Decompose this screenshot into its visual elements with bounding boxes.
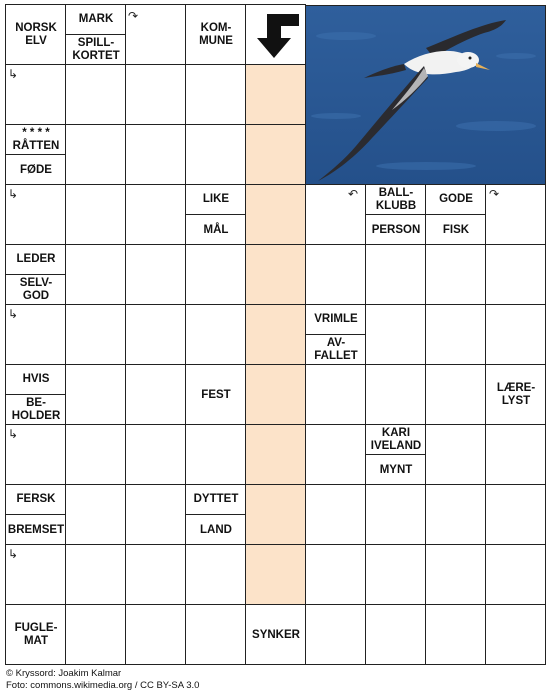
direction-arrow-icon: ↳ [8,187,19,201]
clue-text: BE- HOLDER [11,397,61,422]
answer-cell[interactable] [65,304,126,365]
clue-text: SPILL- KORTET [72,37,120,62]
answer-cell[interactable] [425,364,486,425]
credit-puzzle: © Kryssord: Joakim Kalmar [6,668,122,679]
direction-arrow-icon: ↳ [8,67,19,81]
answer-cell[interactable] [185,64,246,125]
answer-cell[interactable] [125,544,186,605]
answer-cell[interactable] [365,544,426,605]
answer-cell[interactable] [365,604,426,665]
clue-text: LIKE [186,185,246,215]
solution-cell[interactable] [245,184,306,245]
answer-cell[interactable] [65,124,126,185]
clue-text: FUGLE- MAT [14,622,58,647]
clue-text: MARK [66,5,126,35]
solution-cell[interactable] [245,364,306,425]
clue-text: FEST [201,388,231,401]
answer-cell[interactable] [305,604,366,665]
answer-cell[interactable] [125,484,186,545]
solution-cell[interactable] [245,304,306,365]
clue-text: FERSK [6,485,66,515]
answer-cell[interactable] [125,364,186,425]
answer-cell[interactable] [485,544,546,605]
albatross-photo [305,5,546,185]
answer-cell[interactable] [485,424,546,485]
answer-cell[interactable] [125,184,186,245]
answer-cell[interactable] [425,244,486,305]
clue-text: LEDER [6,245,66,275]
solution-cell[interactable] [245,124,306,185]
answer-cell[interactable] [65,604,126,665]
answer-cell[interactable] [65,544,126,605]
clue-text: GODE [426,185,486,215]
clue-text: LAND [200,523,232,536]
clue-text: KARI IVELAND [366,425,426,455]
answer-cell[interactable] [365,244,426,305]
credit-photo: Foto: commons.wikimedia.org / CC BY-SA 3.0 [6,680,200,691]
answer-cell[interactable] [305,364,366,425]
direction-arrow-icon: ↷ [489,187,500,201]
answer-cell[interactable] [305,424,366,485]
answer-cell[interactable] [425,484,486,545]
answer-cell[interactable] [425,304,486,365]
solution-arrow-icon [247,6,305,64]
answer-cell[interactable] [185,244,246,305]
answer-cell[interactable] [365,304,426,365]
direction-arrow-icon: ↳ [8,547,19,561]
direction-arrow-icon: ↷ [128,9,139,23]
clue-text: MYNT [379,463,413,476]
answer-cell[interactable] [125,424,186,485]
clue-text: VRIMLE [306,305,366,335]
clue-text: KOM- MUNE [199,22,233,47]
answer-cell[interactable] [485,304,546,365]
clue-text: SELV- GOD [19,277,53,302]
answer-cell[interactable] [65,364,126,425]
clue-text: FØDE [20,163,52,176]
clue-text: MÅL [203,223,229,236]
answer-cell[interactable] [125,244,186,305]
answer-cell[interactable] [185,304,246,365]
answer-cell[interactable] [365,484,426,545]
clue-text: BALL- KLUBB [366,185,426,215]
answer-cell[interactable] [65,184,126,245]
answer-cell[interactable] [425,604,486,665]
clue-text: FISK [442,223,470,236]
clue-text: HVIS [6,365,66,395]
clue-text: BREMSET [7,523,65,536]
clue-text: SYNKER [252,628,300,641]
answer-cell[interactable] [305,544,366,605]
answer-cell[interactable] [425,424,486,485]
clue-text: * * * * RÅTTEN [6,125,66,155]
clue-text: DYTTET [186,485,246,515]
answer-cell[interactable] [485,604,546,665]
answer-cell[interactable] [305,244,366,305]
answer-cell[interactable] [65,64,126,125]
albatross-image [306,6,546,185]
answer-cell[interactable] [185,424,246,485]
answer-cell[interactable] [185,124,246,185]
solution-cell[interactable] [245,484,306,545]
solution-cell[interactable] [245,64,306,125]
answer-cell[interactable] [65,244,126,305]
answer-cell[interactable] [425,544,486,605]
answer-cell[interactable] [485,484,546,545]
answer-cell[interactable] [185,604,246,665]
answer-cell[interactable] [125,304,186,365]
answer-cell[interactable] [125,64,186,125]
answer-cell[interactable] [65,484,126,545]
answer-cell[interactable] [65,424,126,485]
clue-text: PERSON [371,223,421,236]
solution-cell[interactable] [245,244,306,305]
solution-cell[interactable] [245,544,306,605]
clue-text: NORSK ELV [15,22,57,47]
answer-cell[interactable] [185,544,246,605]
direction-arrow-icon: ↳ [8,307,19,321]
answer-cell[interactable] [365,364,426,425]
answer-cell[interactable] [125,604,186,665]
answer-cell[interactable] [305,484,366,545]
solution-cell[interactable] [245,424,306,485]
clue-text: AV- FALLET [314,337,358,362]
answer-cell[interactable] [485,244,546,305]
direction-arrow-icon: ↶ [348,187,359,201]
answer-cell[interactable] [125,124,186,185]
direction-arrow-icon: ↳ [8,427,19,441]
clue-text: LÆRE- LYST [496,382,536,407]
